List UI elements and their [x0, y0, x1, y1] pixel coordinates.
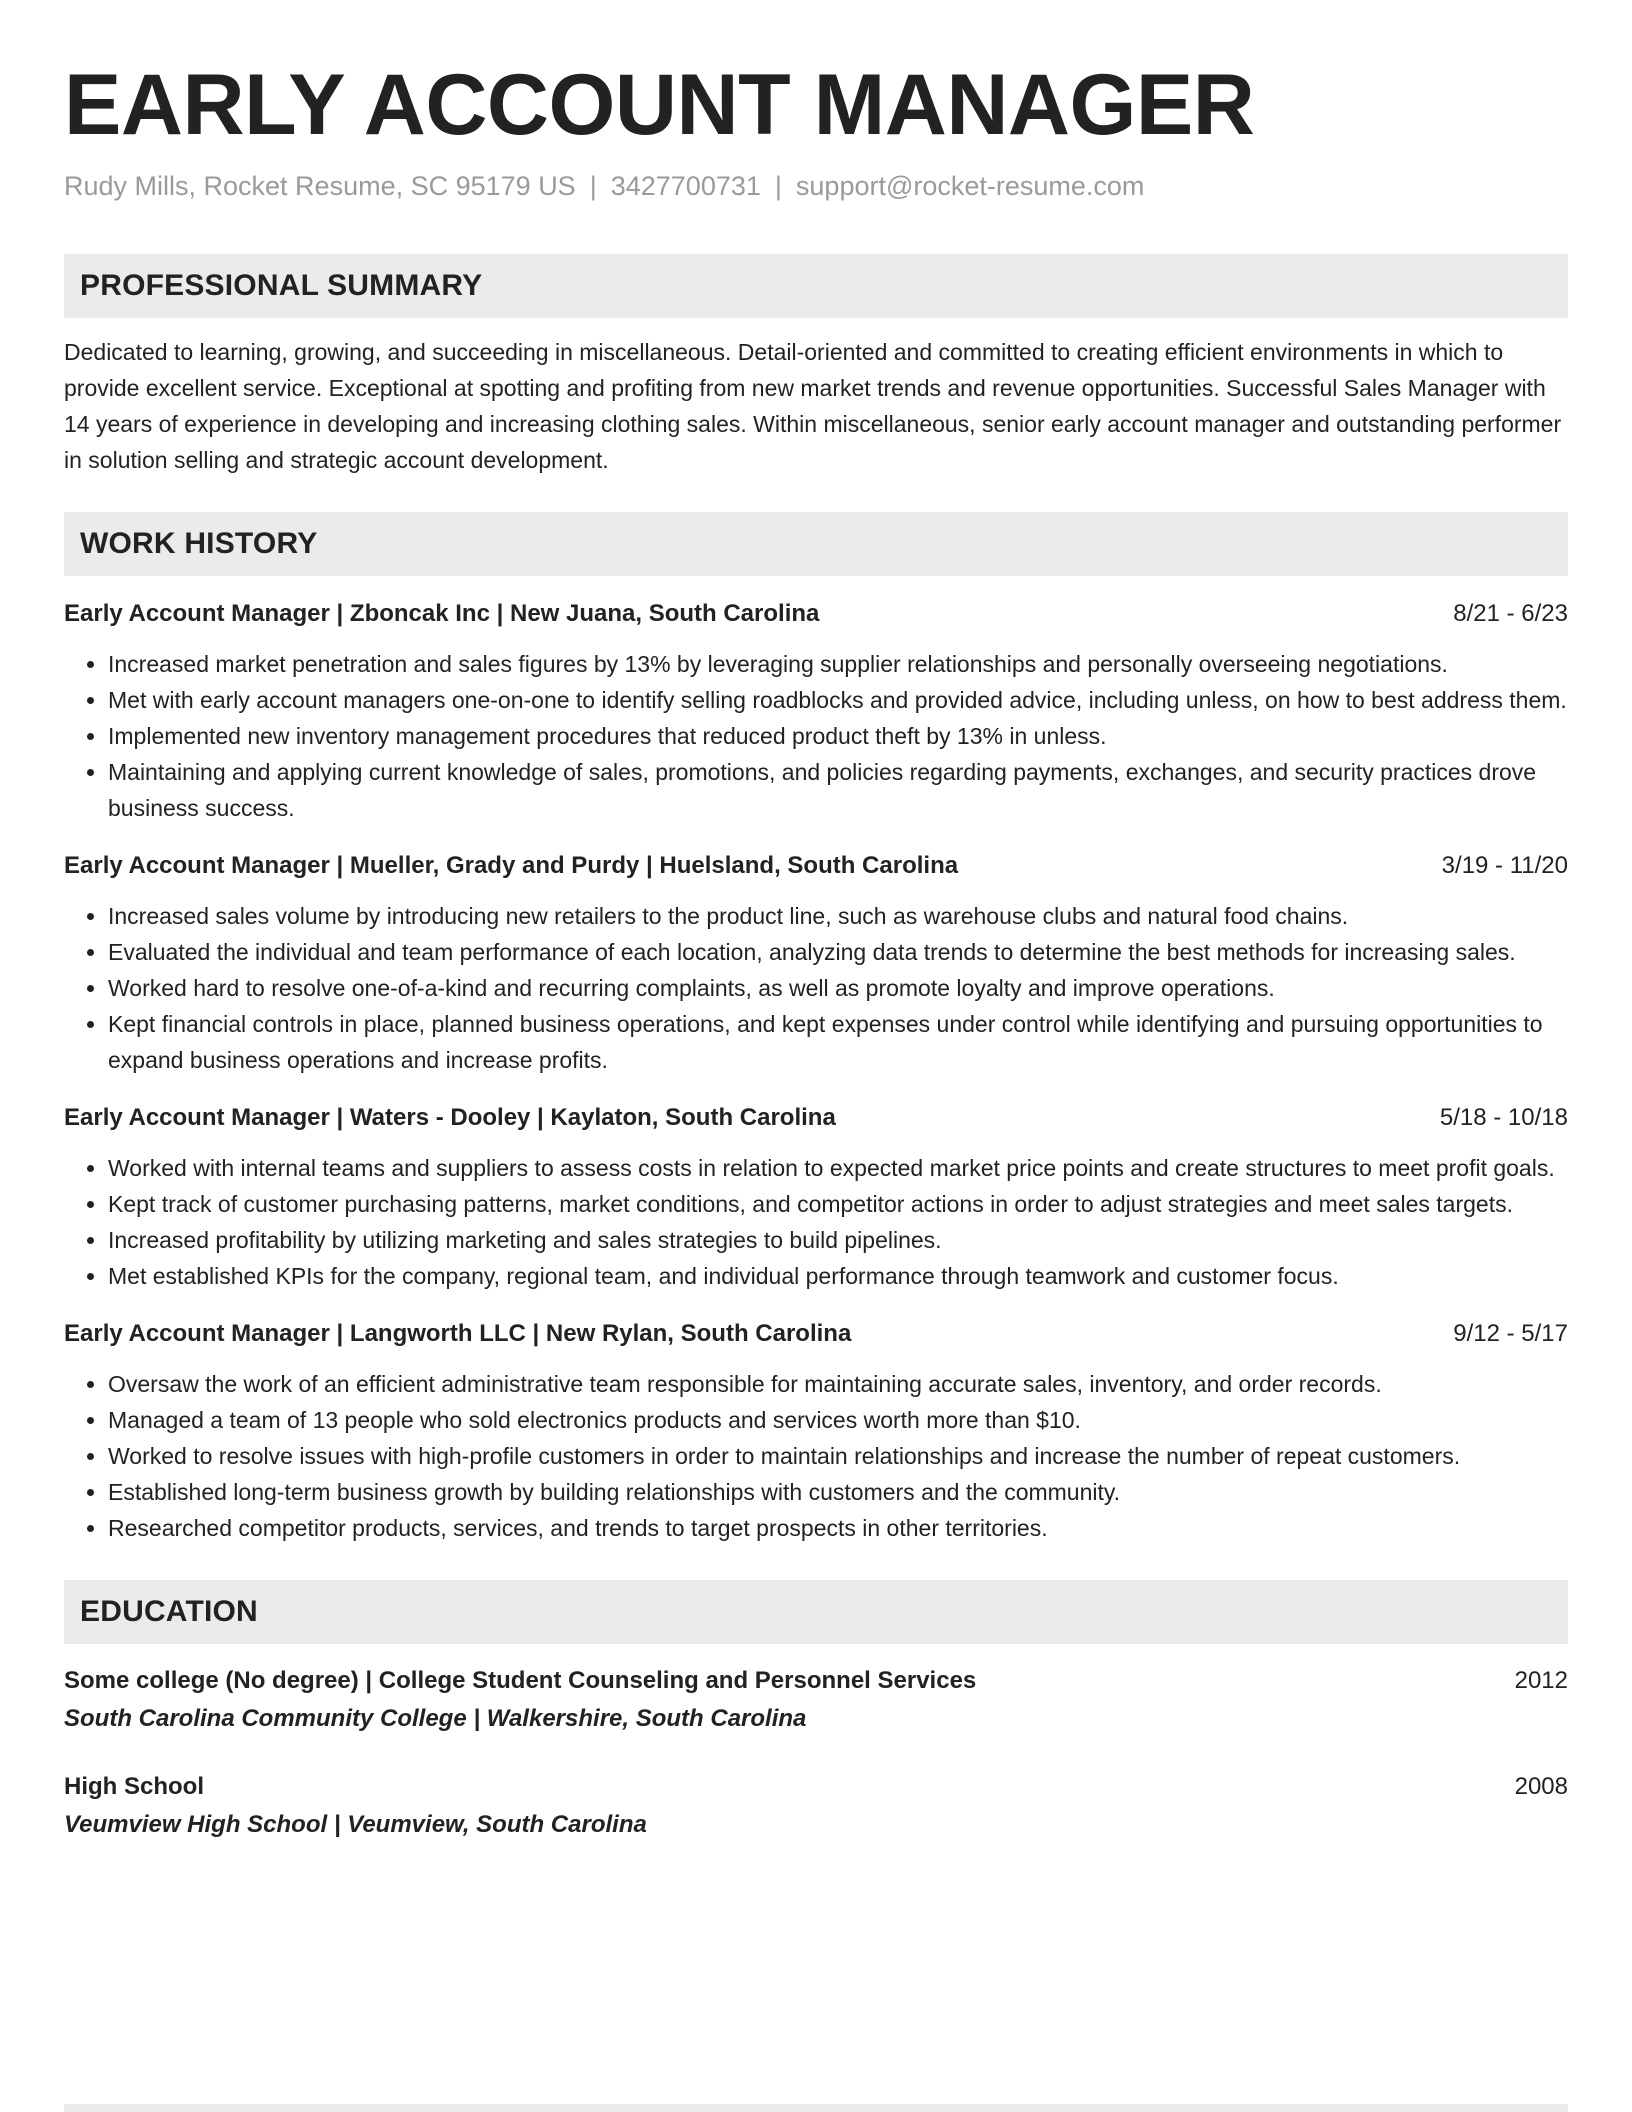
- work-history-header: [64, 512, 1568, 576]
- education-school: Veumview High School | Veumview, South Carolina: [64, 1811, 647, 1838]
- contact-separator: |: [589, 171, 597, 201]
- job-entry: [64, 1316, 1568, 1546]
- job-entry: [64, 596, 1568, 826]
- job-bullet: • Worked with internal teams and suppliers to assess costs in relation to expected market price points and create structures to meet profit goals.: [108, 1150, 1568, 1186]
- job-bullets: [64, 1150, 1568, 1294]
- job-bullets: [64, 898, 1568, 1078]
- contact-phone: 3427700731: [610, 171, 761, 201]
- education-year: 2012: [1514, 1667, 1568, 1694]
- education-entry: [64, 1662, 1568, 1738]
- job-bullets: [64, 646, 1568, 826]
- job-entry: [64, 1100, 1568, 1294]
- section-heading: WORK HISTORY: [80, 527, 318, 560]
- job-bullet: • Managed a team of 13 people who sold electronics products and services worth more than $10.: [108, 1402, 1568, 1438]
- job-bullet: • Met with early account managers one-on-one to identify selling roadblocks and provided advice, including unless, on how to best address them.: [108, 682, 1568, 718]
- job-bullet: • Kept track of customer purchasing patterns, market conditions, and competitor actions in order to adjust strategies and meet sales targets.: [108, 1186, 1568, 1222]
- education-degree: High School: [64, 1773, 204, 1800]
- resume-title: EARLY ACCOUNT MANAGER: [64, 57, 1255, 153]
- job-bullet: • Worked to resolve issues with high-profile customers in order to maintain relationships and increase the number of repeat customers.: [108, 1438, 1568, 1474]
- job-entry: [64, 848, 1568, 1078]
- contact-email: support@rocket-resume.com: [795, 171, 1145, 201]
- job-title: Early Account Manager | Langworth LLC | New Rylan, South Carolina: [64, 1320, 852, 1347]
- contact-line: [64, 168, 1568, 204]
- job-bullet: • Established long-term business growth by building relationships with customers and the community.: [108, 1474, 1568, 1510]
- job-bullet: • Worked hard to resolve one-of-a-kind and recurring complaints, as well as promote loyalty and improve operations.: [108, 970, 1568, 1006]
- job-bullet: • Evaluated the individual and team performance of each location, analyzing data trends to determine the best methods for increasing sales.: [108, 934, 1568, 970]
- contact-address: Rudy Mills, Rocket Resume, SC 95179 US: [64, 171, 576, 201]
- job-title: Early Account Manager | Mueller, Grady and Purdy | Huelsland, South Carolina: [64, 852, 959, 879]
- resume-page: [64, 0, 1568, 1844]
- job-dates: 3/19 - 11/20: [1441, 852, 1568, 879]
- job-bullet: • Maintaining and applying current knowledge of sales, promotions, and policies regarding payments, exchanges, and security practices drove business success.: [108, 754, 1568, 826]
- job-bullet: • Researched competitor products, services, and trends to target prospects in other territories.: [108, 1510, 1568, 1546]
- job-bullet: • Met established KPIs for the company, regional team, and individual performance through teamwork and customer focus.: [108, 1258, 1568, 1294]
- education-entry: [64, 1768, 1568, 1844]
- job-bullet: • Increased market penetration and sales figures by 13% by leveraging supplier relationships and personally overseeing negotiations.: [108, 646, 1568, 682]
- job-title: Early Account Manager | Waters - Dooley | Kaylaton, South Carolina: [64, 1104, 836, 1131]
- job-bullet: • Implemented new inventory management procedures that reduced product theft by 13% in unless.: [108, 718, 1568, 754]
- job-dates: 9/12 - 5/17: [1453, 1320, 1568, 1347]
- job-bullet: • Kept financial controls in place, planned business operations, and kept expenses under control while identifying and pursuing opportunities to expand business operations and increase profits.: [108, 1006, 1568, 1078]
- section-divider: [64, 2104, 1568, 2112]
- education-header: [64, 1580, 1568, 1644]
- job-title: Early Account Manager | Zboncak Inc | New Juana, South Carolina: [64, 600, 820, 627]
- job-bullet: • Increased sales volume by introducing new retailers to the product line, such as warehouse clubs and natural food chains.: [108, 898, 1568, 934]
- job-bullet: • Increased profitability by utilizing marketing and sales strategies to build pipelines.: [108, 1222, 1568, 1258]
- job-bullet: • Oversaw the work of an efficient administrative team responsible for maintaining accurate sales, inventory, and order records.: [108, 1366, 1568, 1402]
- summary-text: Dedicated to learning, growing, and succeeding in miscellaneous. Detail-oriented and committed to creating efficient environments in which to provide excellent service. Exceptional at spotting and profiting from new market trends and revenue opportunities. Successful Sales Manager with 14 years of experience in developing and increasing clothing sales. Within miscellaneous, senior early account manager and outstanding performer in solution selling and strategic account development.: [64, 339, 1562, 473]
- education-school: South Carolina Community College | Walkershire, South Carolina: [64, 1705, 807, 1732]
- contact-separator: |: [774, 171, 782, 201]
- job-bullets: [64, 1366, 1568, 1546]
- education-degree: Some college (No degree) | College Student Counseling and Personnel Services: [64, 1667, 977, 1694]
- education-year: 2008: [1514, 1773, 1568, 1800]
- professional-summary-header: [64, 254, 1568, 318]
- section-heading: EDUCATION: [80, 1595, 258, 1628]
- section-heading: PROFESSIONAL SUMMARY: [80, 269, 483, 302]
- job-dates: 8/21 - 6/23: [1453, 600, 1568, 627]
- job-dates: 5/18 - 10/18: [1439, 1104, 1568, 1131]
